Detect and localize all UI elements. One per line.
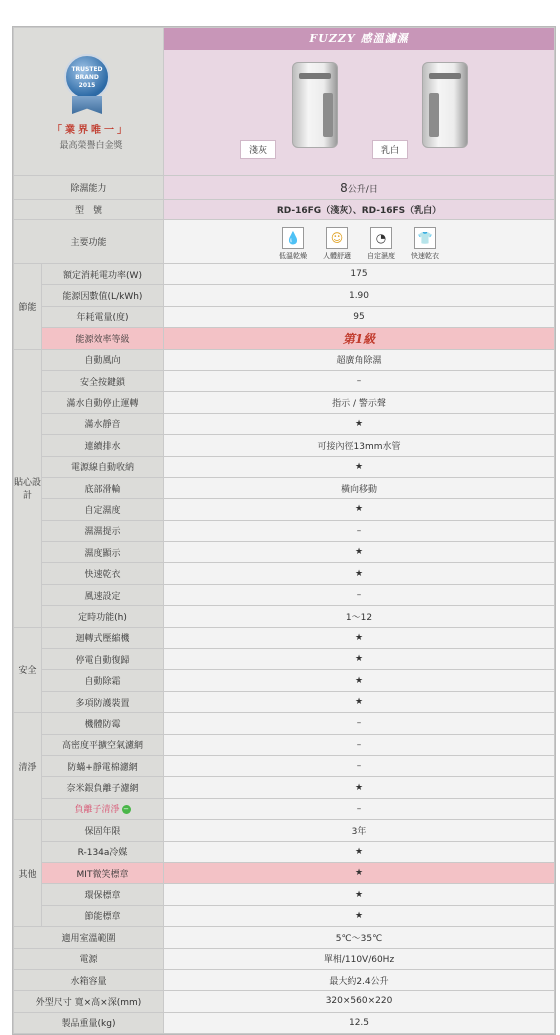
spec-value: ★ — [164, 627, 555, 648]
spec-bottom — [14, 927, 555, 1034]
spec-value: ★ — [164, 777, 555, 798]
spec-label: 奈米銀負離子濾網 — [42, 777, 164, 798]
spec-value: 95 — [164, 306, 555, 327]
model-value: RD-16FG（淺灰）、RD-16FS（乳白） — [164, 200, 555, 220]
spec-value: ★ — [164, 841, 555, 862]
spec-value: – — [164, 713, 555, 734]
spec-label: 負離子清淨 − — [42, 798, 164, 819]
capacity-value: 8公升/日 — [164, 176, 555, 200]
spec-row — [14, 862, 555, 883]
spec-row — [14, 627, 555, 648]
spec-label: 能源效率等級 — [42, 328, 164, 349]
spec-label: MIT微笑標章 — [42, 862, 164, 883]
spec-value: 第1級 — [164, 328, 555, 349]
spec-row — [14, 520, 555, 541]
spec-row — [14, 542, 555, 563]
spec-table — [12, 26, 556, 1035]
capacity-label: 除濕能力 — [14, 176, 164, 200]
spec-label: 安全按鍵鎖 — [42, 370, 164, 391]
group-label: 清淨 — [14, 713, 42, 820]
spec-label: 節能標章 — [42, 905, 164, 926]
spec-label: 自定濕度 — [42, 499, 164, 520]
spec-row — [14, 969, 555, 990]
dehumidifier-white-image — [422, 62, 468, 148]
color-tag-grey: 淺灰 — [240, 140, 276, 159]
spec-row — [14, 477, 555, 498]
spec-value: ★ — [164, 862, 555, 883]
spec-label: 多項防護裝置 — [42, 691, 164, 712]
spec-row — [14, 563, 555, 584]
spec-row — [14, 264, 555, 285]
spec-row — [14, 349, 555, 370]
spec-value: 320×560×220 — [164, 991, 555, 1012]
spec-value: – — [164, 370, 555, 391]
spec-value: ★ — [164, 884, 555, 905]
spec-row — [14, 328, 555, 349]
functions-icons — [164, 220, 555, 264]
spec-value: 1.90 — [164, 285, 555, 306]
award-title: 「業界唯一」 — [52, 125, 130, 136]
spec-row — [14, 413, 555, 434]
spec-label: 定時功能(h) — [42, 606, 164, 627]
spec-label: 額定消耗電功率(W) — [42, 264, 164, 285]
spec-value: ★ — [164, 542, 555, 563]
spec-row — [14, 691, 555, 712]
spec-row — [14, 884, 555, 905]
spec-row — [14, 670, 555, 691]
spec-groups — [14, 264, 555, 927]
spec-label: 年耗電量(度) — [42, 306, 164, 327]
spec-label: 電源 — [14, 948, 164, 969]
person-icon: ☺ 人體舒適 — [318, 227, 356, 261]
spec-label: 防蟎+靜電棉濾網 — [42, 755, 164, 776]
award-panel — [14, 28, 164, 176]
spec-value: 5℃〜35℃ — [164, 927, 555, 948]
spec-label: 滿水靜音 — [42, 413, 164, 434]
spec-label: 滿水自動停止運轉 — [42, 392, 164, 413]
spec-label: 外型尺寸 寬×高×深(mm) — [14, 991, 164, 1012]
spec-value: 12.5 — [164, 1012, 555, 1033]
spec-row — [14, 948, 555, 969]
spec-row — [14, 798, 555, 819]
spec-row — [14, 649, 555, 670]
spec-row — [14, 734, 555, 755]
dehumidifier-grey-image — [292, 62, 338, 148]
spec-label: R-134a冷媒 — [42, 841, 164, 862]
spec-row — [14, 499, 555, 520]
functions-label: 主要功能 — [14, 220, 164, 264]
spec-label: 環保標章 — [42, 884, 164, 905]
spec-label: 連續排水 — [42, 435, 164, 456]
spec-row — [14, 584, 555, 605]
spec-row — [14, 841, 555, 862]
spec-label: 濕度顯示 — [42, 542, 164, 563]
spec-row — [14, 820, 555, 841]
spec-label: 保固年限 — [42, 820, 164, 841]
brand-title: FUZZY 感溫濾濕 — [164, 28, 554, 50]
spec-value: ★ — [164, 691, 555, 712]
ion-info-icon: − — [123, 805, 129, 814]
product-panel — [164, 28, 555, 176]
spec-value: ★ — [164, 563, 555, 584]
spec-label: 機體防霉 — [42, 713, 164, 734]
spec-label: 高密度平擴空氣濾網 — [42, 734, 164, 755]
spec-value: 單相/110V/60Hz — [164, 948, 555, 969]
spec-value: ★ — [164, 499, 555, 520]
spec-row — [14, 456, 555, 477]
spec-label: 製品重量(kg) — [14, 1012, 164, 1033]
spec-value: 3年 — [164, 820, 555, 841]
water-drops-icon: 💧 低溫乾燥 — [274, 227, 312, 261]
spec-label: 停電自動復歸 — [42, 649, 164, 670]
shirt-icon: 👕 快速乾衣 — [406, 227, 444, 261]
spec-value: ★ — [164, 649, 555, 670]
spec-row — [14, 306, 555, 327]
trusted-brand-badge: TRUSTED BRAND 2015 — [64, 54, 110, 114]
gauge-icon: ◔ 自定濕度 — [362, 227, 400, 261]
spec-row — [14, 370, 555, 391]
spec-value: – — [164, 734, 555, 755]
spec-value: 指示 / 警示聲 — [164, 392, 555, 413]
spec-label: 風速設定 — [42, 584, 164, 605]
group-label: 貼心設計 — [14, 349, 42, 627]
spec-label: 能源因數值(L/kWh) — [42, 285, 164, 306]
spec-value: ★ — [164, 456, 555, 477]
group-label: 其他 — [14, 820, 42, 927]
model-label: 型 號 — [14, 200, 164, 220]
spec-value: – — [164, 520, 555, 541]
spec-value: 1〜12 — [164, 606, 555, 627]
spec-row — [14, 777, 555, 798]
spec-value: ★ — [164, 413, 555, 434]
spec-value: 超廣角除濕 — [164, 349, 555, 370]
spec-value: 可接內徑13mm水管 — [164, 435, 555, 456]
spec-label: 迴轉式壓縮機 — [42, 627, 164, 648]
spec-row — [14, 991, 555, 1012]
spec-value: 橫向移動 — [164, 477, 555, 498]
spec-row — [14, 713, 555, 734]
spec-label: 濕濕提示 — [42, 520, 164, 541]
spec-label: 適用室溫範圍 — [14, 927, 164, 948]
award-subtitle: 最高榮譽白金獎 — [59, 141, 123, 151]
spec-row — [14, 927, 555, 948]
spec-label: 自動風向 — [42, 349, 164, 370]
spec-value: – — [164, 584, 555, 605]
spec-label: 底部滑輪 — [42, 477, 164, 498]
group-label: 安全 — [14, 627, 42, 713]
spec-row — [14, 435, 555, 456]
spec-row — [14, 1012, 555, 1033]
spec-row — [14, 755, 555, 776]
spec-value: ★ — [164, 905, 555, 926]
spec-label: 水箱容量 — [14, 969, 164, 990]
spec-label: 電源線自動收納 — [42, 456, 164, 477]
spec-row — [14, 606, 555, 627]
color-tag-white: 乳白 — [372, 140, 408, 159]
spec-grid — [13, 27, 555, 1034]
spec-row — [14, 905, 555, 926]
spec-value: 最大約2.4公升 — [164, 969, 555, 990]
spec-value: – — [164, 755, 555, 776]
spec-label: 快速乾衣 — [42, 563, 164, 584]
spec-value: 175 — [164, 264, 555, 285]
spec-value: ★ — [164, 670, 555, 691]
spec-row — [14, 285, 555, 306]
spec-value: – — [164, 798, 555, 819]
spec-row — [14, 392, 555, 413]
spec-label: 自動除霜 — [42, 670, 164, 691]
group-label: 節能 — [14, 264, 42, 350]
